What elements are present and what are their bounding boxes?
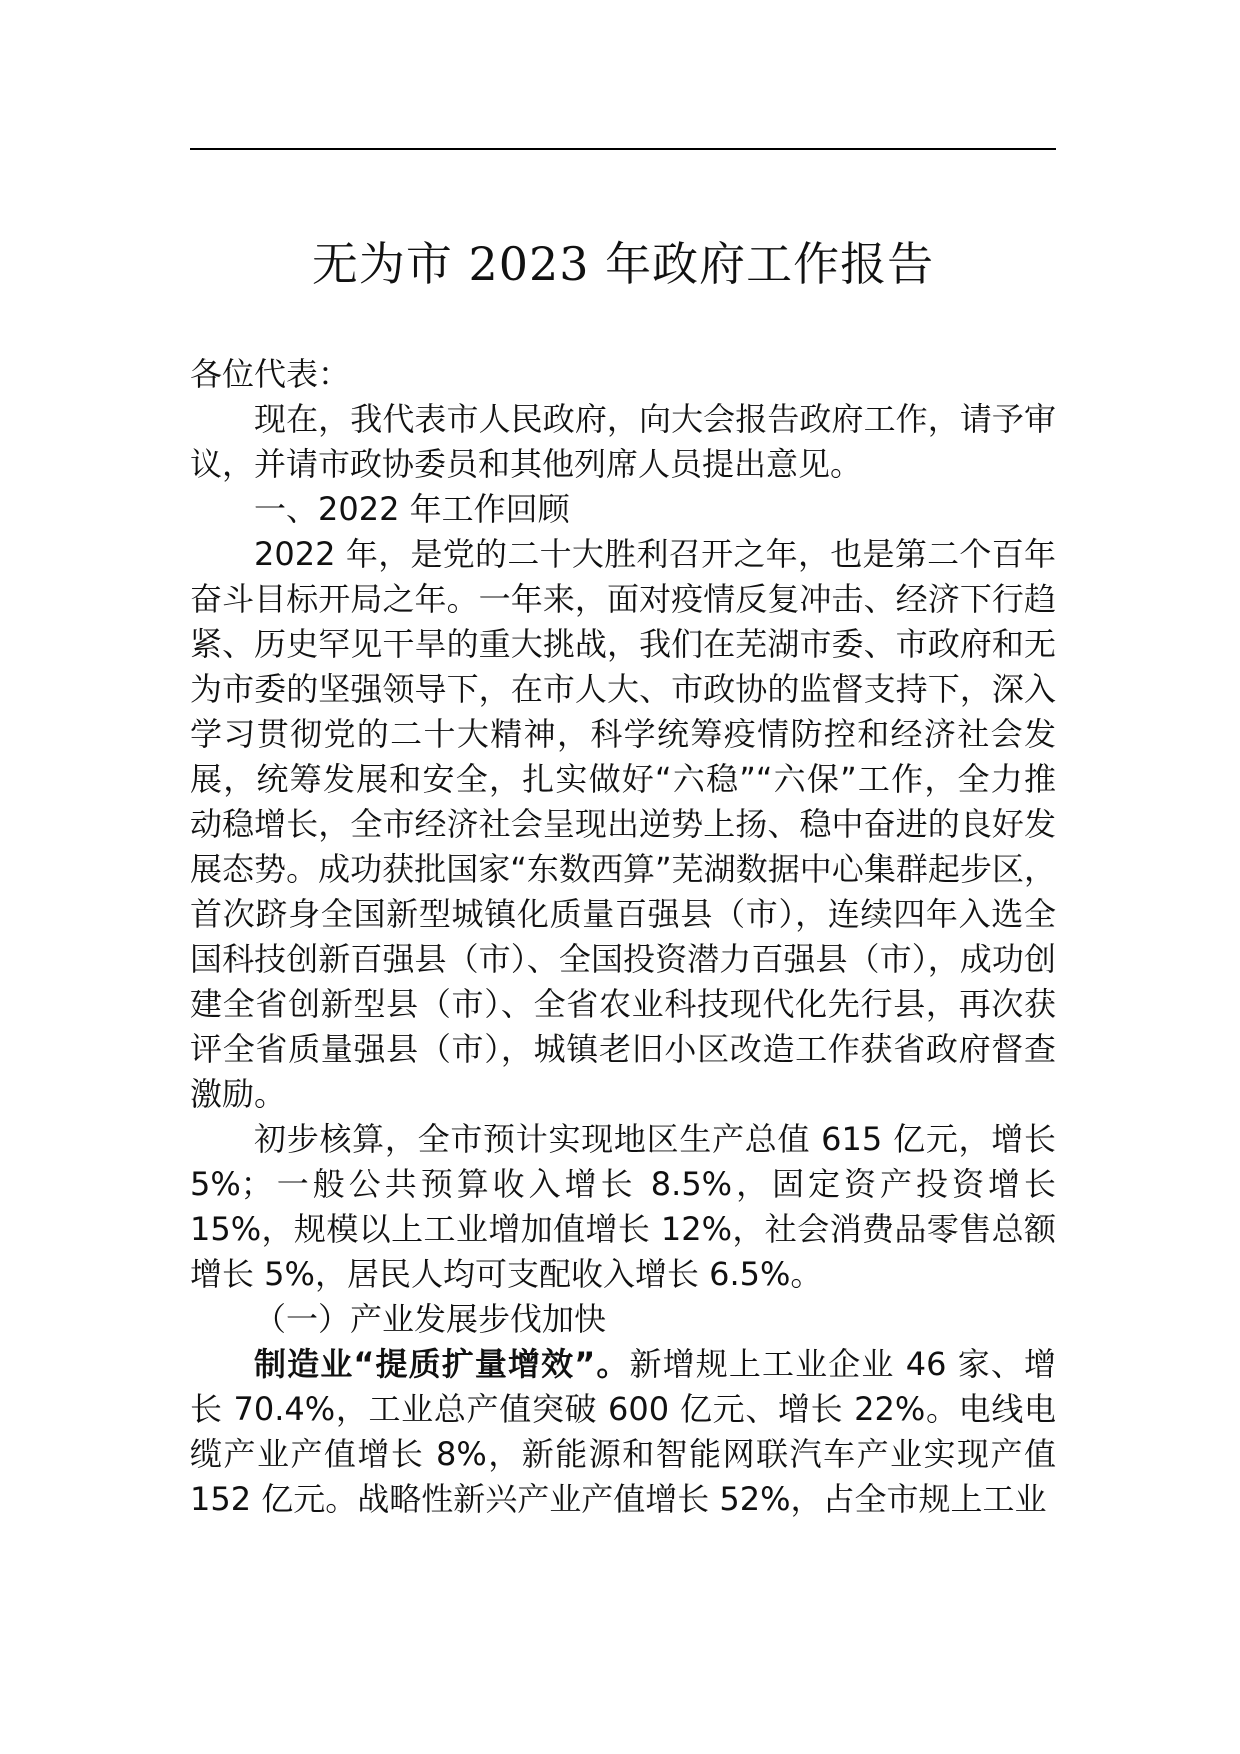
header-rule bbox=[190, 148, 1056, 150]
manufacturing-paragraph bbox=[190, 1342, 1056, 1522]
document-title: 无为市 2023 年政府工作报告 bbox=[311, 237, 935, 291]
summary-paragraph: 2022 年，是党的二十大胜利召开之年，也是第二个百年奋斗目标开局之年。一年来，面对疫情反复冲击、经济下行趋紧、历史罕见干旱的重大挑战，我们在芜湖市委、市政府和无为市委的坚强领导下，在市人大、市政协的监督支持下，深入学习贯彻党的二十大精神，科学统筹疫情防控和经济社会发展，统筹发展和安全，扎实做好“六稳”“六保”工作，全力推动稳增长，全市经济社会呈现出逆势上扬、稳中奋进的良好发展态势。成功获批国家“东数西算”芜湖数据中心集群起步区，首次跻身全国新型城镇化质量百强县（市），连续四年入选全国科技创新百强县（市）、全国投资潜力百强县（市），成功创建全省创新型县（市）、全省农业科技现代化先行县，再次获评全省质量强县（市），城镇老旧小区改造工作获省政府督查激励。 bbox=[190, 535, 1056, 1113]
opening-paragraph: 现在，我代表市人民政府，向大会报告政府工作，请予审议，并请市政协委员和其他列席人员提出意见。 bbox=[190, 400, 1056, 483]
manufacturing-text: 新增规上工业企业 46 家、增长 70.4%，工业总产值突破 600 亿元、增长 22%。电线电缆产业产值增长 8%，新能源和智能网联汽车产业实现产值 152 亿元。战略性新兴产业产值增长 52%，占全市规上工业 bbox=[190, 1345, 1056, 1518]
salutation: 各位代表： bbox=[190, 355, 351, 393]
subsection-heading-industry: （一）产业发展步伐加快 bbox=[254, 1300, 607, 1338]
section-heading-review: 一、2022 年工作回顾 bbox=[254, 490, 570, 528]
document-body bbox=[190, 352, 1056, 1522]
economic-figures-paragraph: 初步核算，全市预计实现地区生产总值 615 亿元，增长 5%；一般公共预算收入增长 8.5%，固定资产投资增长 15%，规模以上工业增加值增长 12%，社会消费品零售总额增长 5%，居民人均可支配收入增长 6.5%。 bbox=[190, 1120, 1056, 1293]
manufacturing-lead: 制造业“提质扩量增效”。 bbox=[254, 1345, 630, 1383]
